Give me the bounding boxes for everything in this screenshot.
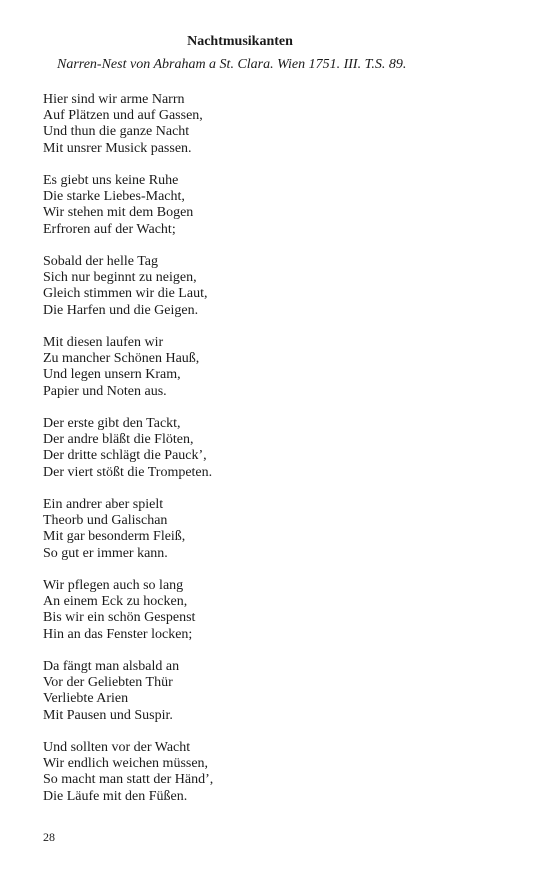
verse-line: So macht man statt der Händ’, (43, 772, 214, 788)
verse-line: Mit Pausen und Suspir. (43, 707, 173, 723)
stanza (43, 659, 513, 724)
verse-line: Vor der Geliebten Thür (43, 675, 173, 691)
verse-line: Sobald der helle Tag (43, 254, 159, 269)
verse-line: Da fängt man alsbald an (43, 659, 180, 674)
verse-line: Die Harfen und die Geigen. (43, 302, 199, 318)
verse-line: Und legen unsern Kram, (43, 367, 181, 383)
verse-line: Der erste gibt den Tackt, (43, 416, 181, 431)
stanza (43, 497, 513, 562)
verse-line: Und thun die ganze Nacht (43, 124, 190, 140)
verse-line: Die starke Liebes-Macht, (43, 189, 185, 205)
stanza (43, 740, 513, 805)
poem-title: Nachtmusikanten (187, 34, 293, 49)
verse-line: Auf Plätzen und auf Gassen, (43, 108, 203, 124)
poem-source: Narren-Nest von Abraham a St. Clara. Wien 1751. III. T.S. 89. (57, 57, 407, 72)
verse-line: Erfroren auf der Wacht; (43, 221, 176, 237)
verse-line: Bis wir ein schön Gespenst (43, 610, 196, 626)
verse-line: Es giebt uns keine Ruhe (43, 173, 179, 188)
verse-line: So gut er immer kann. (43, 545, 168, 561)
verse-line: Sich nur beginnt zu neigen, (43, 270, 197, 286)
verse-line: Und sollten vor der Wacht (43, 740, 191, 755)
verse-line: Wir stehen mit dem Bogen (43, 205, 194, 221)
poem-body (43, 92, 513, 821)
verse-line: Wir endlich weichen müssen, (43, 756, 209, 772)
verse-line: Mit diesen laufen wir (43, 335, 164, 350)
verse-line: Hin an das Fenster locken; (43, 626, 193, 642)
verse-line: Mit unsrer Musick passen. (43, 140, 192, 156)
verse-line: Verliebte Arien (43, 691, 129, 707)
verse-line: Mit gar besonderm Fleiß, (43, 529, 186, 545)
verse-line: Der dritte schlägt die Pauck’, (43, 448, 207, 464)
verse-line: Die Läufe mit den Füßen. (43, 788, 188, 804)
verse-line: Der viert stößt die Trompeten. (43, 464, 213, 480)
stanza (43, 92, 513, 157)
page-number: 28 (43, 830, 55, 844)
verse-line: An einem Eck zu hocken, (43, 594, 188, 610)
verse-line: Zu mancher Schönen Hauß, (43, 351, 200, 367)
verse-line: Der andre bläßt die Flöten, (43, 432, 194, 448)
stanza (43, 254, 513, 319)
verse-line: Theorb und Galischan (43, 513, 168, 529)
stanza (43, 173, 513, 238)
verse-line: Ein andrer aber spielt (43, 497, 164, 512)
verse-line: Wir pflegen auch so lang (43, 578, 184, 593)
verse-line: Hier sind wir arme Narrn (43, 92, 185, 107)
stanza (43, 578, 513, 643)
stanza (43, 335, 513, 400)
verse-line: Papier und Noten aus. (43, 383, 167, 399)
stanza (43, 416, 513, 481)
verse-line: Gleich stimmen wir die Laut, (43, 286, 208, 302)
